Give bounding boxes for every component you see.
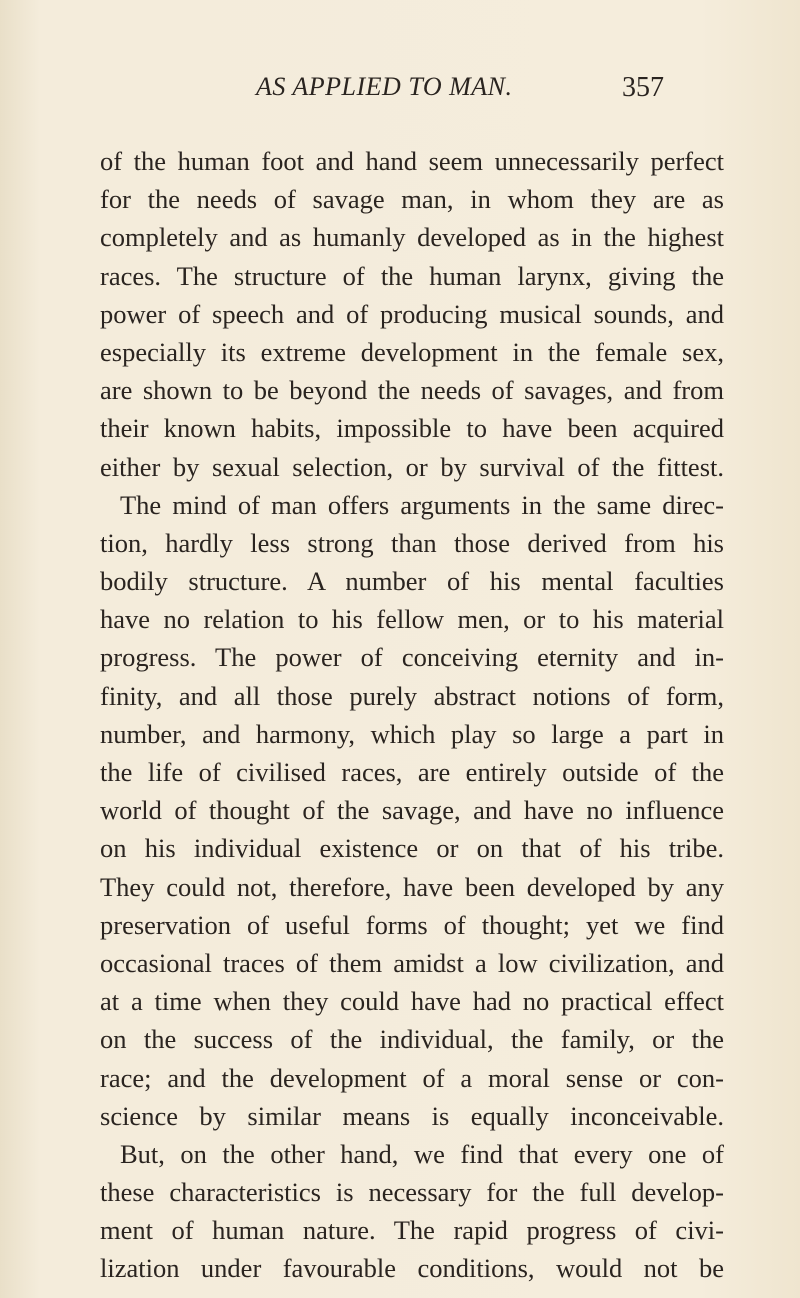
text-line: number, and harmony, which play so large a part in bbox=[100, 718, 724, 749]
text-line: preservation of useful forms of thought; yet we find bbox=[100, 909, 724, 940]
text-line: at a time when they could have had no practical effect bbox=[100, 986, 724, 1017]
text-line: on his individual existence or on that of his tribe. bbox=[100, 833, 724, 864]
text-line: world of thought of the savage, and have no influence bbox=[100, 795, 724, 826]
text-line: these characteristics is necessary for the full develop- bbox=[100, 1177, 724, 1208]
text-line: race; and the development of a moral sense or con- bbox=[100, 1062, 724, 1093]
text-line: have no relation to his fellow men, or to his material bbox=[100, 604, 724, 635]
text-line: power of speech and of producing musical sounds, and bbox=[100, 298, 724, 329]
text-line: either by sexual selection, or by survival of the fittest. bbox=[100, 451, 724, 482]
text-line: especially its extreme development in the female sex, bbox=[100, 336, 724, 367]
text-line: lization under favourable conditions, would not be bbox=[100, 1253, 724, 1284]
text-line: on the success of the individual, the family, or the bbox=[100, 1024, 724, 1055]
text-line: races. The structure of the human larynx, giving the bbox=[100, 260, 724, 291]
text-line: completely and as humanly developed as in the highest bbox=[100, 222, 724, 253]
text-line: progress. The power of conceiving eternity and in- bbox=[100, 642, 724, 673]
text-line: science by similar means is equally inconceivable. bbox=[100, 1100, 724, 1131]
text-line: their known habits, impossible to have been acquired bbox=[100, 413, 724, 444]
text-line: But, on the other hand, we find that every one of bbox=[120, 1138, 724, 1169]
text-line: tion, hardly less strong than those derived from his bbox=[100, 527, 724, 558]
text-line: occasional traces of them amidst a low civilization, and bbox=[100, 947, 724, 978]
body-text bbox=[100, 142, 724, 1288]
text-line: They could not, therefore, have been developed by any bbox=[100, 871, 724, 902]
text-line: The mind of man offers arguments in the same direc- bbox=[120, 489, 724, 520]
page-header bbox=[0, 70, 800, 110]
text-line: bodily structure. A number of his mental faculties bbox=[100, 566, 724, 597]
running-head: AS APPLIED TO MAN. bbox=[256, 72, 513, 101]
text-line: ment of human nature. The rapid progress of civi- bbox=[100, 1215, 724, 1246]
text-line: are shown to be beyond the needs of savages, and from bbox=[100, 375, 724, 406]
text-line: of the human foot and hand seem unnecessarily perfect bbox=[100, 146, 724, 176]
text-line: for the needs of savage man, in whom they are as bbox=[100, 184, 724, 215]
page-number: 357 bbox=[622, 72, 664, 103]
text-line: the life of civilised races, are entirely outside of the bbox=[100, 757, 724, 787]
text-line: finity, and all those purely abstract notions of form, bbox=[100, 680, 724, 711]
